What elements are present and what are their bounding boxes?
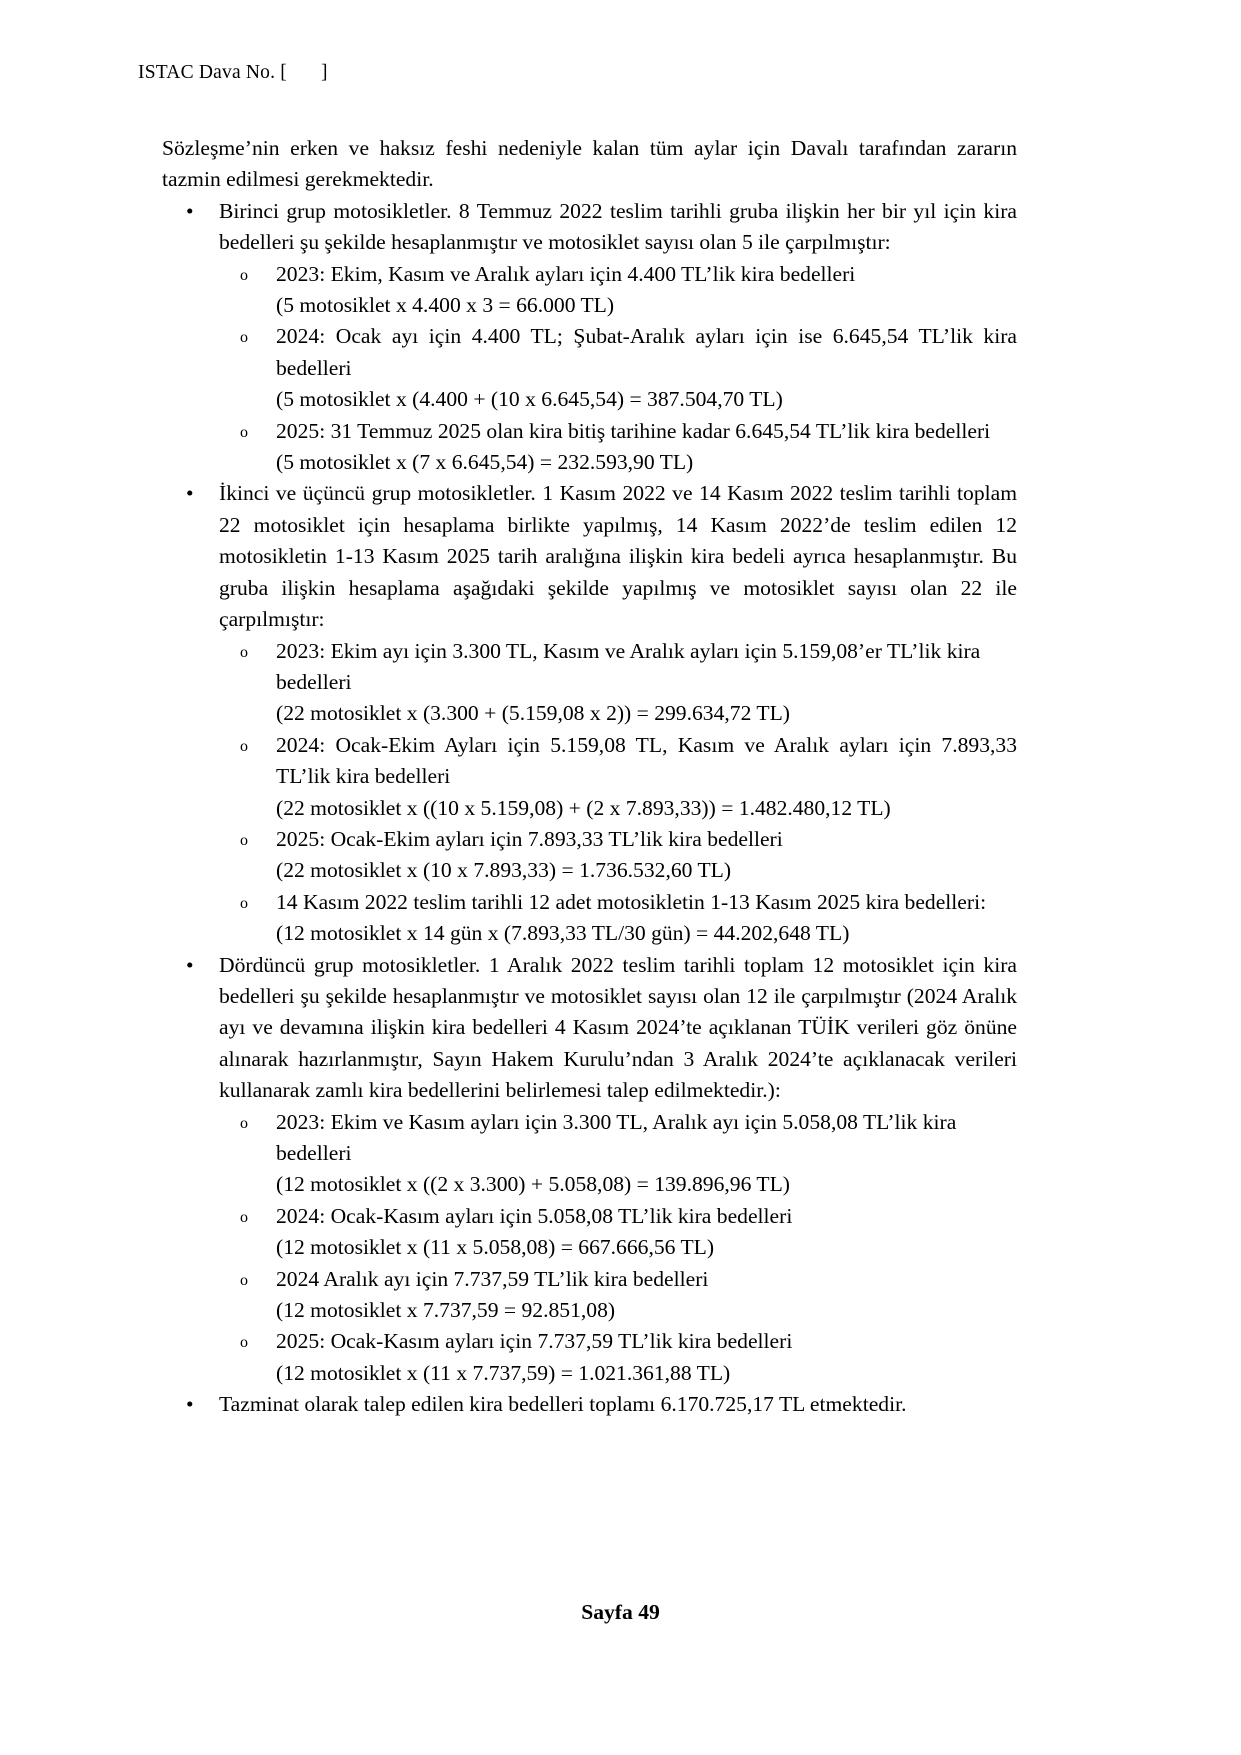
sub-bullet-calculation: (22 motosiklet x (10 x 7.893,33) = 1.736.532,60 TL) <box>276 858 732 883</box>
bullet-text: Tazminat olarak talep edilen kira bedelleri toplamı 6.170.725,17 TL etmektedir. <box>219 1392 907 1417</box>
sub-bullet-list <box>219 1107 1017 1390</box>
sub-bullet-item <box>219 730 1017 824</box>
sub-bullet-calculation: (5 motosiklet x 4.400 x 3 = 66.000 TL) <box>276 293 615 318</box>
sub-bullet-calculation: (12 motosiklet x 7.737,59 = 92.851,08) <box>276 1298 616 1323</box>
bullet-item-ikinci-ucuncu-grup <box>162 478 1017 949</box>
sub-bullet-item <box>219 1264 1017 1327</box>
sub-bullet-calculation: (12 motosiklet x (11 x 7.737,59) = 1.021.361,88 TL) <box>276 1360 731 1385</box>
bullet-text: Dördüncü grup motosikletler. 1 Aralık 2022 teslim tarihli toplam 12 motosiklet için kira bedelleri şu şekilde hesaplanmıştır ve motosiklet sayısı olan 12 ile çarpılmıştır (2024 Aralık ayı ve devamına ilişkin kira bedelleri 4 Kasım 2024’te açıklanan TÜİK verileri göz önüne alınarak hazırlanmıştır, Sayın Hakem Kurulu’ndan 3 Aralık 2024’te açıklanacak verileri kullanarak zamlı kira bedellerini belirlemesi talep edilmektedir.): <box>219 952 1017 1103</box>
sub-bullet-marker-icon: o <box>240 1271 248 1289</box>
sub-bullet-marker-icon: o <box>240 329 248 347</box>
sub-bullet-text: 14 Kasım 2022 teslim tarihli 12 adet motosikletin 1-13 Kasım 2025 kira bedelleri: <box>276 889 987 914</box>
bracket-close: ] <box>320 62 328 83</box>
sub-bullet-text: 2025: Ocak-Kasım ayları için 7.737,59 TL’lik kira bedelleri <box>276 1329 793 1354</box>
sub-bullet-text: 2024 Aralık ayı için 7.737,59 TL’lik kira bedelleri <box>276 1266 709 1291</box>
sub-bullet-item <box>219 321 1017 415</box>
sub-bullet-text: 2024: Ocak-Kasım ayları için 5.058,08 TL’lik kira bedelleri <box>276 1203 793 1228</box>
sub-bullet-marker-icon: o <box>240 266 248 284</box>
main-bullet-list <box>162 196 1017 1421</box>
sub-bullet-item <box>219 636 1017 730</box>
sub-bullet-text: 2024: Ocak ayı için 4.400 TL; Şubat-Aralık ayları için ise 6.645,54 TL’lik kira bedelleri <box>276 324 1017 380</box>
sub-bullet-marker-icon: o <box>240 1334 248 1352</box>
intro-paragraph: Sözleşme’nin erken ve haksız feshi nedeniyle kalan tüm aylar için Davalı tarafından zararın tazmin edilmesi gerekmektedir. <box>162 136 1017 192</box>
document-header <box>138 62 328 84</box>
sub-bullet-marker-icon: o <box>240 831 248 849</box>
case-number-label: ISTAC Dava No. <box>138 62 276 83</box>
bullet-item-dorduncu-grup <box>162 950 1017 1390</box>
bullet-marker-icon: • <box>186 952 194 977</box>
sub-bullet-calculation: (5 motosiklet x (4.400 + (10 x 6.645,54) = 387.504,70 TL) <box>276 387 783 412</box>
sub-bullet-marker-icon: o <box>240 1208 248 1226</box>
sub-bullet-marker-icon: o <box>240 643 248 661</box>
sub-bullet-list <box>219 259 1017 479</box>
sub-bullet-text: 2025: 31 Temmuz 2025 olan kira bitiş tarihine kadar 6.645,54 TL’lik kira bedelleri <box>276 418 991 443</box>
sub-bullet-item <box>219 1201 1017 1264</box>
bullet-marker-icon: • <box>186 481 194 506</box>
sub-bullet-text: 2023: Ekim ve Kasım ayları için 3.300 TL, Aralık ayı için 5.058,08 TL’lik kira bedelleri <box>276 1109 957 1165</box>
document-body <box>162 133 1017 1421</box>
sub-bullet-item <box>219 416 1017 479</box>
page-footer <box>0 1600 1241 1625</box>
bullet-marker-icon: • <box>186 198 194 223</box>
sub-bullet-item <box>219 887 1017 950</box>
sub-bullet-item <box>219 1326 1017 1389</box>
sub-bullet-item <box>219 259 1017 322</box>
bullet-item-tazminat-toplami <box>162 1389 1017 1420</box>
sub-bullet-item <box>219 1107 1017 1201</box>
sub-bullet-text: 2023: Ekim, Kasım ve Aralık ayları için 4.400 TL’lik kira bedelleri <box>276 261 856 286</box>
bullet-text: Birinci grup motosikletler. 8 Temmuz 2022 teslim tarihli gruba ilişkin her bir yıl için kira bedelleri şu şekilde hesaplanmıştır ve motosiklet sayısı olan 5 ile çarpılmıştır: <box>219 198 1017 255</box>
sub-bullet-calculation: (12 motosiklet x ((2 x 3.300) + 5.058,08) = 139.896,96 TL) <box>276 1172 790 1197</box>
sub-bullet-text: 2025: Ocak-Ekim ayları için 7.893,33 TL’lik kira bedelleri <box>276 826 783 851</box>
sub-bullet-calculation: (12 motosiklet x 14 gün x (7.893,33 TL/30 gün) = 44.202,648 TL) <box>276 921 850 946</box>
sub-bullet-text: 2024: Ocak-Ekim Ayları için 5.159,08 TL, Kasım ve Aralık ayları için 7.893,33 TL’lik kira bedelleri <box>276 732 1017 789</box>
sub-bullet-marker-icon: o <box>240 423 248 441</box>
sub-bullet-marker-icon: o <box>240 737 248 755</box>
sub-bullet-item <box>219 824 1017 887</box>
sub-bullet-calculation: (12 motosiklet x (11 x 5.058,08) = 667.666,56 TL) <box>276 1235 715 1260</box>
sub-bullet-marker-icon: o <box>240 1114 248 1132</box>
page-number-label: Sayfa 49 <box>581 1600 660 1624</box>
bracket-open: [ <box>280 62 287 83</box>
sub-bullet-calculation: (22 motosiklet x ((10 x 5.159,08) + (2 x 7.893,33)) = 1.482.480,12 TL) <box>276 795 891 820</box>
bullet-marker-icon: • <box>186 1392 194 1417</box>
bullet-text: İkinci ve üçüncü grup motosikletler. 1 Kasım 2022 ve 14 Kasım 2022 teslim tarihli toplam 22 motosiklet için hesaplama birlikte yapılmış, 14 Kasım 2022’de teslim edilen 12 motosikletin 1-13 Kasım 2025 tarih aralığına ilişkin kira bedeli ayrıca hesaplanmıştır. Bu gruba ilişkin hesaplama aşağıdaki şekilde yapılmış ve motosiklet sayısı olan 22 ile çarpılmıştır: <box>219 481 1017 632</box>
sub-bullet-text: 2023: Ekim ayı için 3.300 TL, Kasım ve Aralık ayları için 5.159,08’er TL’lik kira bedelleri <box>276 638 981 694</box>
sub-bullet-list <box>219 636 1017 950</box>
sub-bullet-calculation: (5 motosiklet x (7 x 6.645,54) = 232.593,90 TL) <box>276 450 694 475</box>
sub-bullet-marker-icon: o <box>240 894 248 912</box>
bullet-item-birinci-grup <box>162 196 1017 479</box>
sub-bullet-calculation: (22 motosiklet x (3.300 + (5.159,08 x 2)) = 299.634,72 TL) <box>276 701 790 726</box>
